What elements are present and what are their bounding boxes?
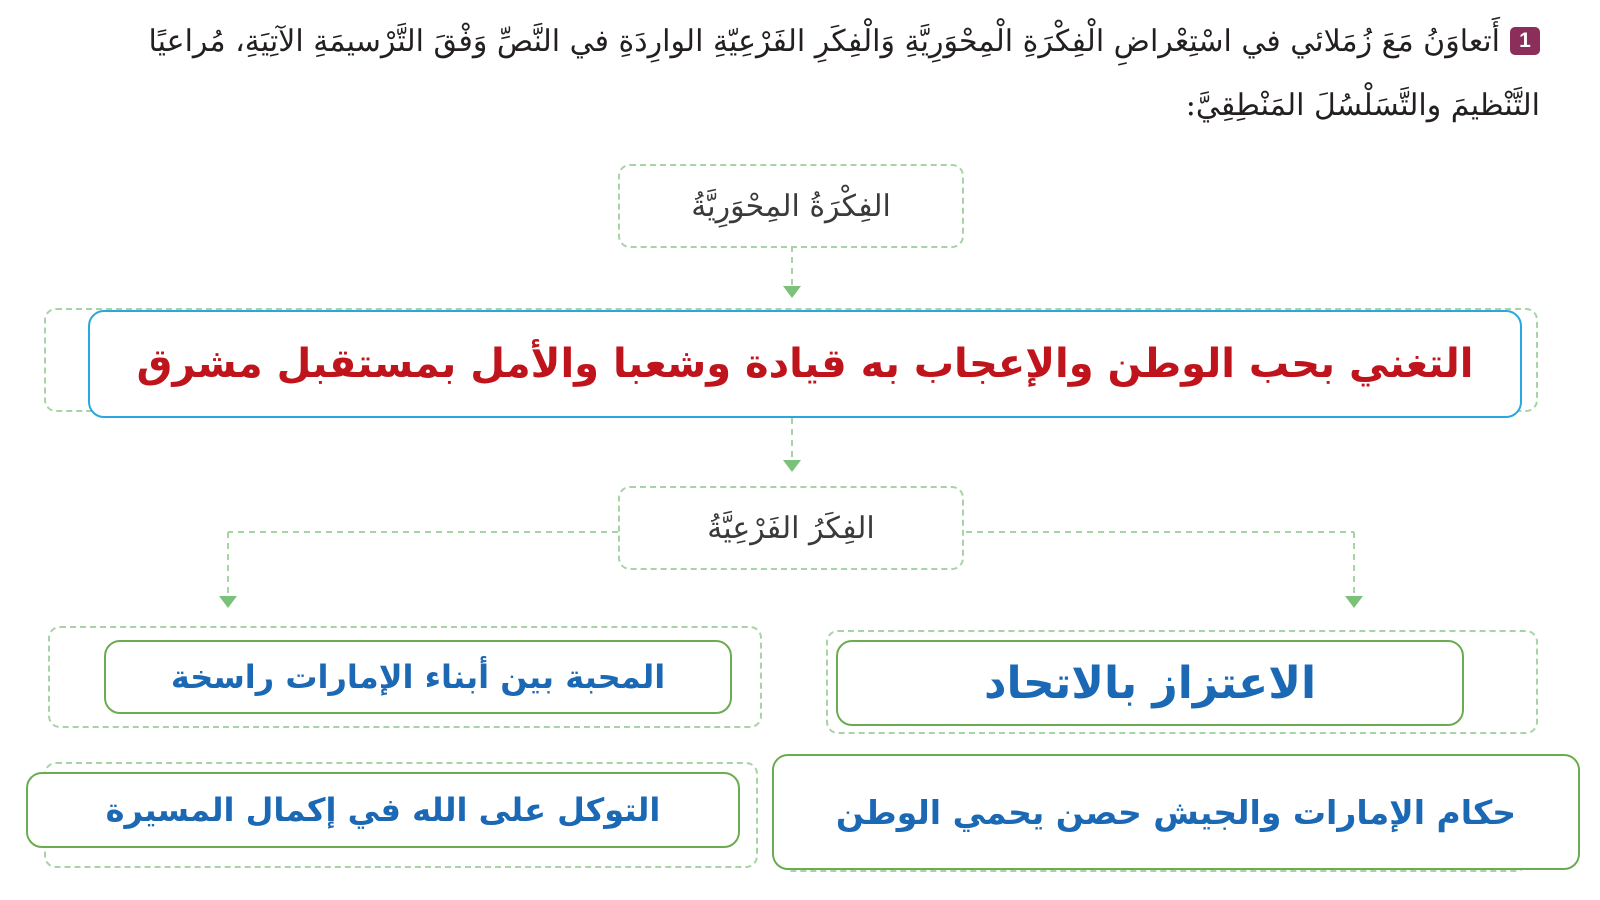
sub-idea-left-bottom-box [26,772,740,848]
sub-idea-left-bottom-text: التوكل على الله في إكمال المسيرة [105,791,661,829]
sub-idea-right-bottom-box [772,754,1580,870]
question-number-badge: 1 [1510,27,1540,55]
sub-idea-left-top-box [104,640,732,714]
arrow-answer-to-sub [783,460,801,472]
question-text: أَتعاوَنُ مَعَ زُمَلائي في اسْتِعْراضِ الْفِكْرَةِ الْمِحْوَرِيَّةِ وَالْفِكَرِ الفَرْعِيّةِ الوارِدَةِ في النَّصِّ وَفْقَ التَّرْسيمَةِ الآتِيَةِ، مُراعيًا التَّنْظيمَ والتَّسَلْسُلَ المَنْطِقِيَّ: [148,24,1540,123]
central-answer-text: التغني بحب الوطن والإعجاب به قيادة وشعبا والأمل بمستقبل مشرق [136,341,1474,387]
central-answer-box [88,310,1522,418]
sub-idea-right-bottom-text: حكام الإمارات والجيش حصن يحمي الوطن [835,792,1517,832]
arrow-sub-right [1345,596,1363,608]
sub-idea-right-top-box [836,640,1464,726]
sub-idea-left-top-text: المحبة بين أبناء الإمارات راسخة [170,658,666,696]
arrow-sub-left [219,596,237,608]
sub-ideas-label-box [618,486,964,570]
sub-idea-right-top-text: الاعتزاز بالاتحاد [983,657,1317,709]
arrow-central-to-answer [783,286,801,298]
central-idea-label-box [618,164,964,248]
central-idea-label: الفِكْرَةُ المِحْوَرِيَّةُ [691,188,891,224]
sub-ideas-label: الفِكَرُ الفَرْعِيَّةُ [707,510,875,546]
